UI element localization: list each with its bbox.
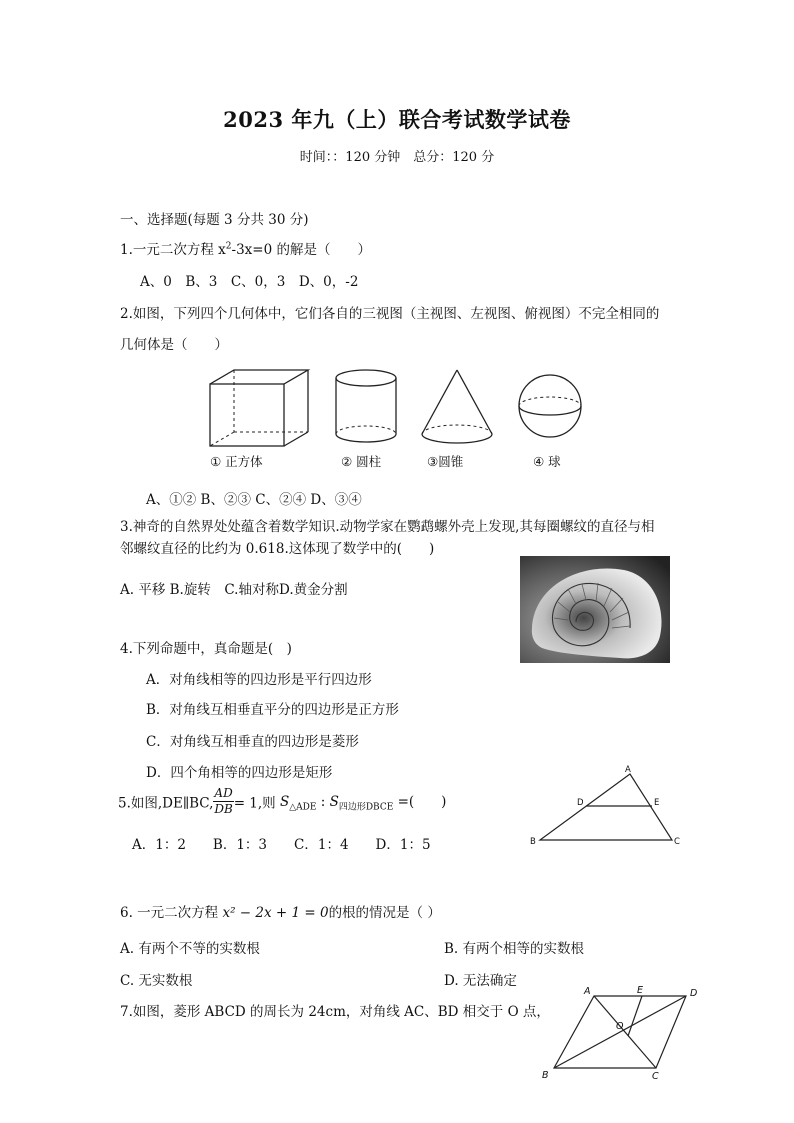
q3-line1: 3.神奇的自然界处处蕴含着数学知识.动物学家在鹦鹉螺外壳上发现,其每圈螺纹的直径与相 (120, 519, 655, 535)
q5-mid: = 1,则 (233, 795, 280, 812)
q6-stem-b: 的根的情况是（ ） (328, 905, 441, 921)
q6-stem-a: 6. 一元二次方程 (120, 905, 223, 921)
q1-sup: 2 (225, 241, 232, 252)
q1-stem-a: 1.一元二次方程 x (120, 242, 226, 258)
q2-solids-figure (198, 362, 598, 474)
q5-stem (118, 786, 446, 817)
q7-rhombus-figure (536, 984, 712, 1084)
nautilus-shell-photo (520, 556, 670, 663)
q4-option-a: A．对角线相等的四边形是平行四边形 (146, 672, 372, 688)
exam-meta: 时间：：120 分钟 总分：120 分 (299, 150, 495, 165)
q7-stem: 7.如图，菱形 ABCD 的周长为 24cm，对角线 AC、BD 相交于 O 点， (120, 1004, 550, 1020)
q6-option-c: C. 无实数根 (120, 973, 193, 989)
tri-label-c: C (674, 837, 680, 847)
q1-stem (120, 238, 371, 258)
tri-label-e: E (654, 798, 660, 808)
q1-stem-b: -3x=0 的解是（ ） (231, 242, 371, 258)
q2-stem-line2: 几何体是（ ） (120, 337, 228, 353)
rh-label-a: A (584, 986, 591, 997)
q2-options: A、①② B、②③ C、②④ D、③④ (146, 492, 362, 508)
q6-option-a: A. 有两个不等的实数根 (120, 941, 260, 957)
cube-shape (210, 370, 308, 446)
q4-option-c: C．对角线互相垂直的四边形是菱形 (146, 734, 359, 750)
rh-label-e: E (637, 985, 644, 996)
solid-label-cone: ③圆锥 (427, 454, 464, 469)
q3-options: A. 平移 B.旋转 C.轴对称D.黄金分割 (120, 582, 348, 598)
section-heading: 一、选择题(每题 3 分共 30 分) (120, 212, 309, 228)
tri-label-d: D (577, 798, 584, 808)
cylinder-shape (336, 370, 396, 442)
q6-expr: x² − 2x + 1 = 0 (222, 905, 329, 921)
q3-line2: 邻螺纹直径的比约为 0.618.这体现了数学中的( ) (120, 541, 435, 557)
rh-label-d: D (690, 988, 698, 999)
q5-frac-den: DB (214, 802, 233, 816)
tri-label-b: B (530, 837, 536, 847)
q6-option-b: B. 有两个相等的实数根 (444, 941, 585, 957)
solid-label-cylinder: ② 圆柱 (341, 454, 382, 469)
cone-shape (422, 370, 492, 443)
q5-options: A．1：2 B．1：3 C．1：4 D．1：5 (132, 837, 431, 853)
q4-option-d: D．四个角相等的四边形是矩形 (146, 765, 333, 781)
sphere-shape (519, 375, 581, 437)
q5-s2: S (329, 794, 339, 811)
q2-stem-line1: 2.如图，下列四个几何体中，它们各自的三视图（主视图、左视图、俯视图）不完全相同的 (120, 306, 660, 322)
q1-options: A、0 B、3 C、0，3 D、0，-2 (140, 274, 359, 290)
tri-label-a: A (625, 765, 631, 775)
q6-stem (120, 901, 441, 921)
q5-s1: S (279, 794, 290, 811)
q5-s2-sub: 四边形DBCE (338, 802, 394, 813)
rh-label-b: B (542, 1070, 549, 1081)
solid-label-sphere: ④ 球 (533, 454, 561, 469)
q4-option-b: B．对角线互相垂直平分的四边形是正方形 (146, 702, 399, 718)
q4-stem: 4.下列命题中，真命题是( ) (120, 641, 292, 657)
q5-frac-num: AD (214, 786, 233, 800)
q5-colon: : (316, 794, 330, 811)
q5-prefix: 5.如图,DE∥BC, (118, 795, 214, 812)
q5-s1-sub: △ADE (289, 802, 317, 813)
exam-title: 2023 年九（上）联合考试数学试卷 (223, 107, 571, 132)
rh-label-c: C (652, 1071, 659, 1082)
q6-option-d: D. 无法确定 (444, 973, 517, 989)
q5-suffix: =( ) (393, 794, 447, 811)
rh-label-o: O (616, 1021, 624, 1032)
solid-label-cube: ① 正方体 (210, 454, 263, 469)
q5-fraction (213, 786, 233, 817)
q5-triangle-figure (526, 760, 686, 852)
